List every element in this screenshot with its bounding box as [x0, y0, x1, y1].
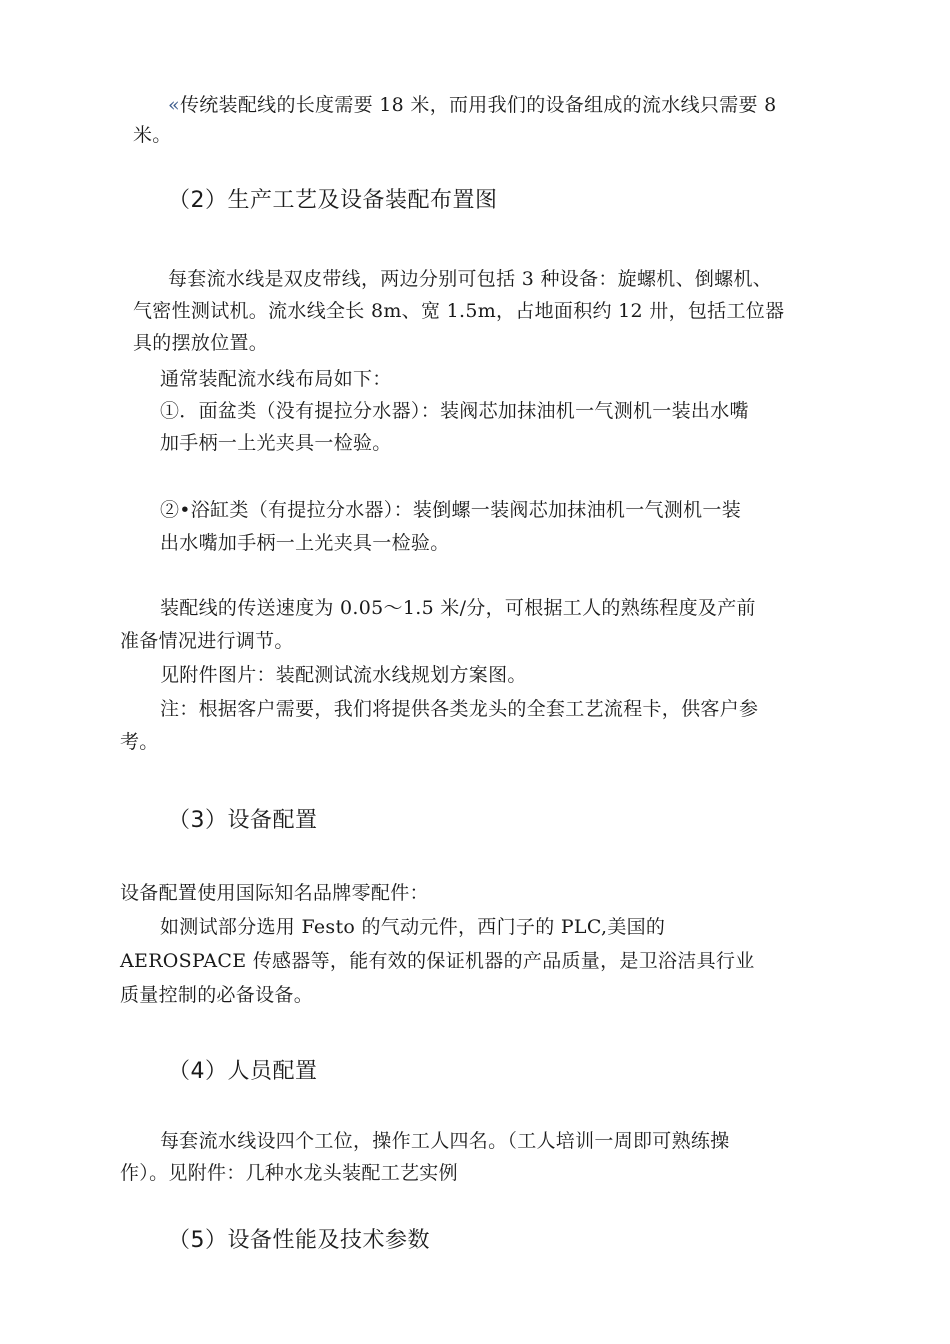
paragraph-line-speed-1: 装配线的传送速度为 0.05〜1.5 米/分，可根据工人的熟练程度及产前 [160, 597, 756, 619]
list-item-bathtub-line-2: 出水嘴加手柄一上光夹具一检验。 [160, 532, 450, 554]
section-heading-process-layout: （2）生产工艺及设备装配布置图 [168, 188, 498, 213]
paragraph-line-note-2: 考。 [120, 731, 159, 753]
paragraph-line-brands-2: AEROSPACE 传感器等，能有效的保证机器的产品质量，是卫浴洁具行业 [120, 950, 755, 972]
paragraph-length-text: 传统装配线的长度需要 18 米，而用我们的设备组成的流水线只需要 8 [179, 94, 777, 116]
paragraph-line-staff-1: 每套流水线设四个工位，操作工人四名。（工人培训一周即可熟练操 [160, 1130, 730, 1152]
paragraph-line-belt-3: 具的摆放位置。 [133, 332, 269, 354]
list-item-bathtub-line-1: ②•浴缸类（有提拉分水器）：装倒螺一装阀芯加抹油机一气测机一装 [160, 499, 742, 521]
list-item-basin-line-1: ①．面盆类（没有提拉分水器）：装阀芯加抹油机一气测机一装出水嘴 [160, 400, 749, 422]
brand-intro: 设备配置使用国际知名品牌零配件： [120, 882, 429, 904]
section-heading-performance: （5）设备性能及技术参数 [168, 1228, 430, 1253]
paragraph-length-line-1 [168, 92, 777, 118]
section-heading-equipment: （3）设备配置 [168, 808, 318, 833]
paragraph-line-brands-3: 质量控制的必备设备。 [120, 984, 314, 1006]
paragraph-line-staff-2: 作）。见附件：几种水龙头装配工艺实例 [120, 1162, 458, 1184]
paragraph-line-belt-2: 气密性测试机。流水线全长 8m、宽 1.5m，占地面积约 12 卅，包括工位器 [133, 300, 785, 322]
paragraph-line-note-1: 注：根据客户需要，我们将提供各类龙头的全套工艺流程卡，供客户参 [160, 698, 759, 720]
paragraph-length-line-2: 米。 [133, 124, 172, 146]
quote-mark: « [168, 94, 180, 116]
paragraph-line-speed-2: 准备情况进行调节。 [120, 630, 294, 652]
paragraph-line-belt-1: 每套流水线是双皮带线，两边分别可包括 3 种设备：旋螺机、倒螺机、 [168, 268, 773, 290]
paragraph-line-attachment: 见附件图片：装配测试流水线规划方案图。 [160, 664, 527, 686]
list-item-basin-line-2: 加手柄一上光夹具一检验。 [160, 432, 392, 454]
section-heading-staffing: （4）人员配置 [168, 1059, 318, 1084]
layout-intro: 通常装配流水线布局如下： [160, 368, 392, 390]
paragraph-line-brands-1: 如测试部分选用 Festo 的气动元件，西门子的 PLC,美国的 [160, 916, 666, 938]
